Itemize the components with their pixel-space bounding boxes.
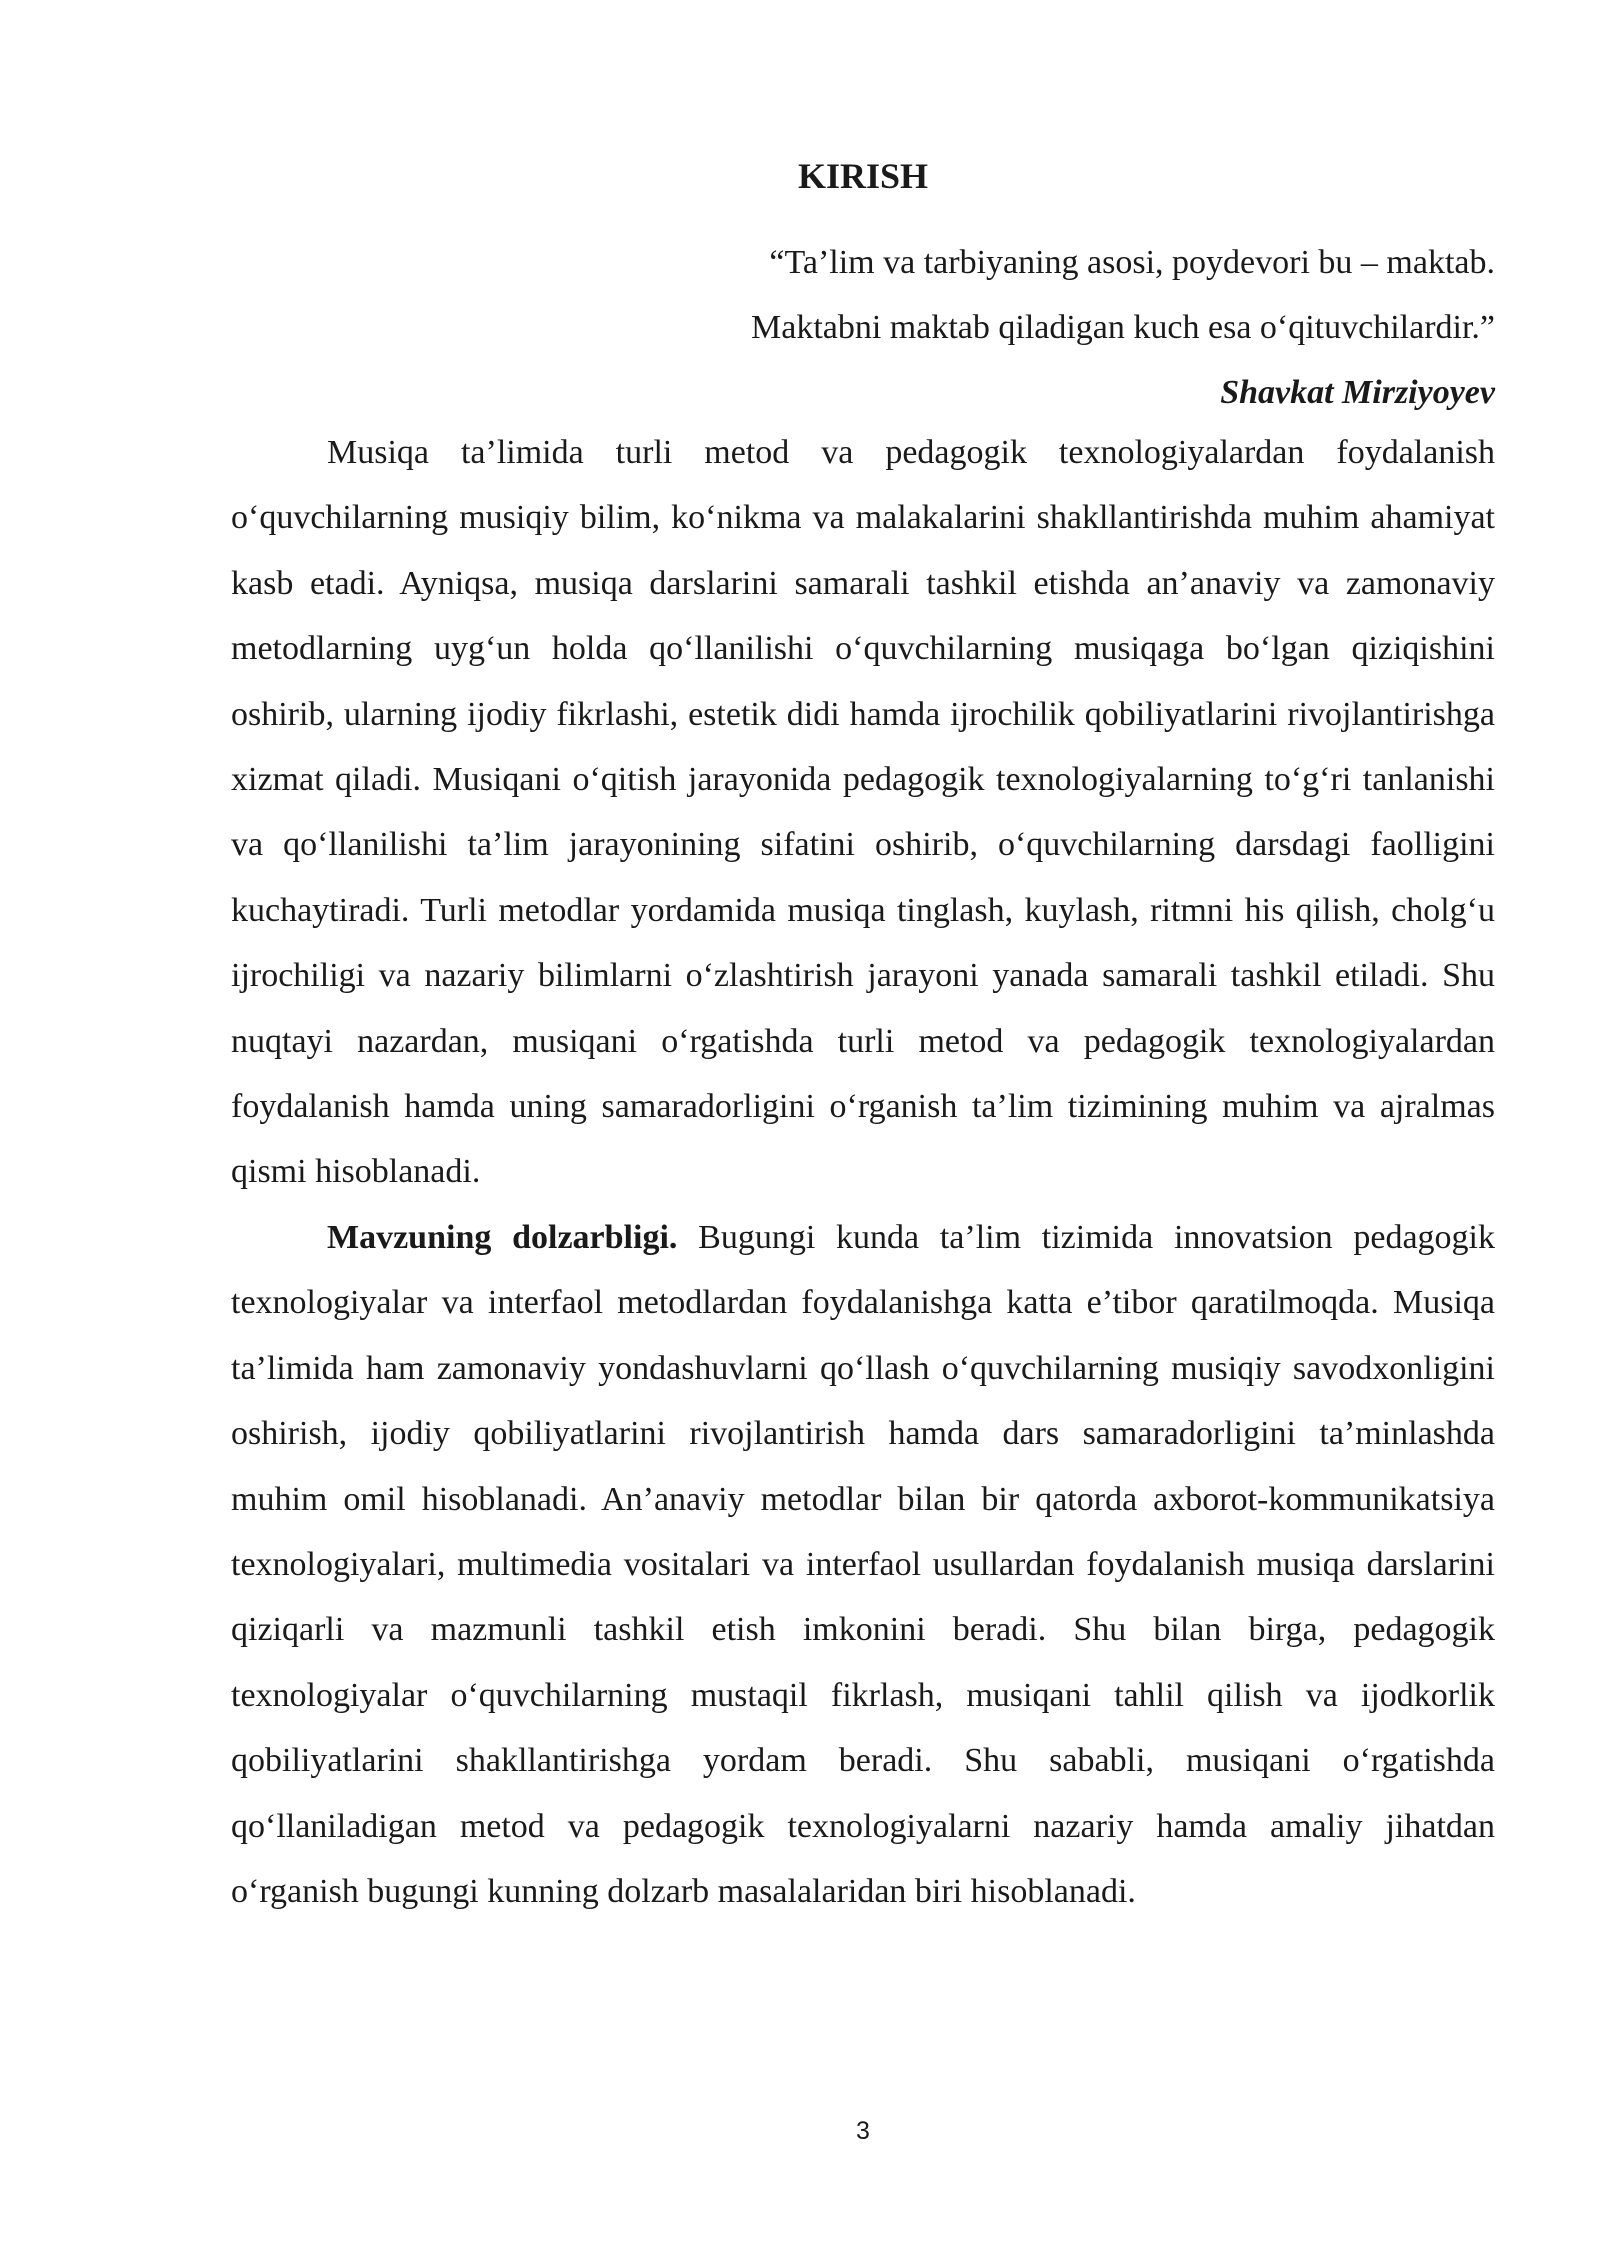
paragraph-introduction-text: Musiqa ta’limida turli metod va pedagogik texnologiyalardan foydalanish o‘quvchilarning musiqiy bilim, ko‘nikma va malakalarini shakllantirishda muhim ahamiyat kasb etadi. Ayniqsa, musiqa darslarini samarali tashkil etishda an’anaviy va zamonaviy metodlarning uyg‘un holda qo‘llanilishi o‘quvchilarning musiqaga bo‘lgan qiziqishini oshirib, ularning ijodiy fikrlashi, estetik didi hamda ijrochilik qobiliyatlarini rivojlantirishga xizmat qiladi. Musiqani o‘qitish jarayonida pedagogik texnologiyalarning to‘g‘ri tanlanishi va qo‘llanilishi ta’lim jarayonining sifatini oshirib, o‘quvchilarning darsdagi faolligini kuchaytiradi. Turli metodlar yordamida musiqa tinglash, kuylash, ritmni his qilish, cholg‘u ijrochiligi va nazariy bilimlarni o‘zlashtirish jarayoni yanada samarali tashkil etiladi. Shu nuqtayi nazardan, musiqani o‘rgatishda turli metod va pedagogik texnologiyalardan foydalanish hamda uning samaradorligini o‘rganish ta’lim tizimining muhim va ajralmas qismi hisoblanadi. (231, 434, 1495, 1191)
body-text (231, 420, 1495, 1924)
paragraph-relevance-text: Bugungi kunda ta’lim tizimida innovatsion pedagogik texnologiyalar va interfaol metodlardan foydalanishga katta e’tibor qaratilmoqda. Musiqa ta’limida ham zamonaviy yondashuvlarni qo‘llash o‘quvchilarning musiqiy savodxonligini oshirish, ijodiy qobiliyatlarini rivojlantirish hamda dars samaradorligini ta’minlashda muhim omil hisoblanadi. An’anaviy metodlar bilan bir qatorda axborot-kommunikatsiya texnologiyalari, multimedia vositalari va interfaol usullardan foydalanish musiqa darslarini qiziqarli va mazmunli tashkil etish imkonini beradi. Shu bilan birga, pedagogik texnologiyalar o‘quvchilarning mustaqil fikrlash, musiqani tahlil qilish va ijodkorlik qobiliyatlarini shakllantirishga yordam beradi. Shu sababli, musiqani o‘rgatishda qo‘llaniladigan metod va pedagogik texnologiyalarni nazariy hamda amaliy jihatdan o‘rganish bugungi kunning dolzarb masalalaridan biri hisoblanadi. (231, 1218, 1495, 1910)
document-page (231, 0, 1495, 2262)
epigraph-line-2: Maktabni maktab qiladigan kuch esa o‘qituvchilardir.” (751, 309, 1495, 346)
paragraph-introduction (231, 420, 1495, 1205)
paragraph-relevance (231, 1205, 1495, 1924)
relevance-lead: Mavzuning dolzarbligi. (327, 1218, 678, 1256)
section-heading: KIRISH (797, 156, 929, 196)
page-number: 3 (856, 2117, 870, 2145)
epigraph-line-1: “Ta’lim va tarbiyaning asosi, poydevori bu – maktab. (769, 244, 1495, 281)
epigraph-author: Shavkat Mirziyoyev (1220, 374, 1495, 411)
epigraph (231, 230, 1495, 425)
